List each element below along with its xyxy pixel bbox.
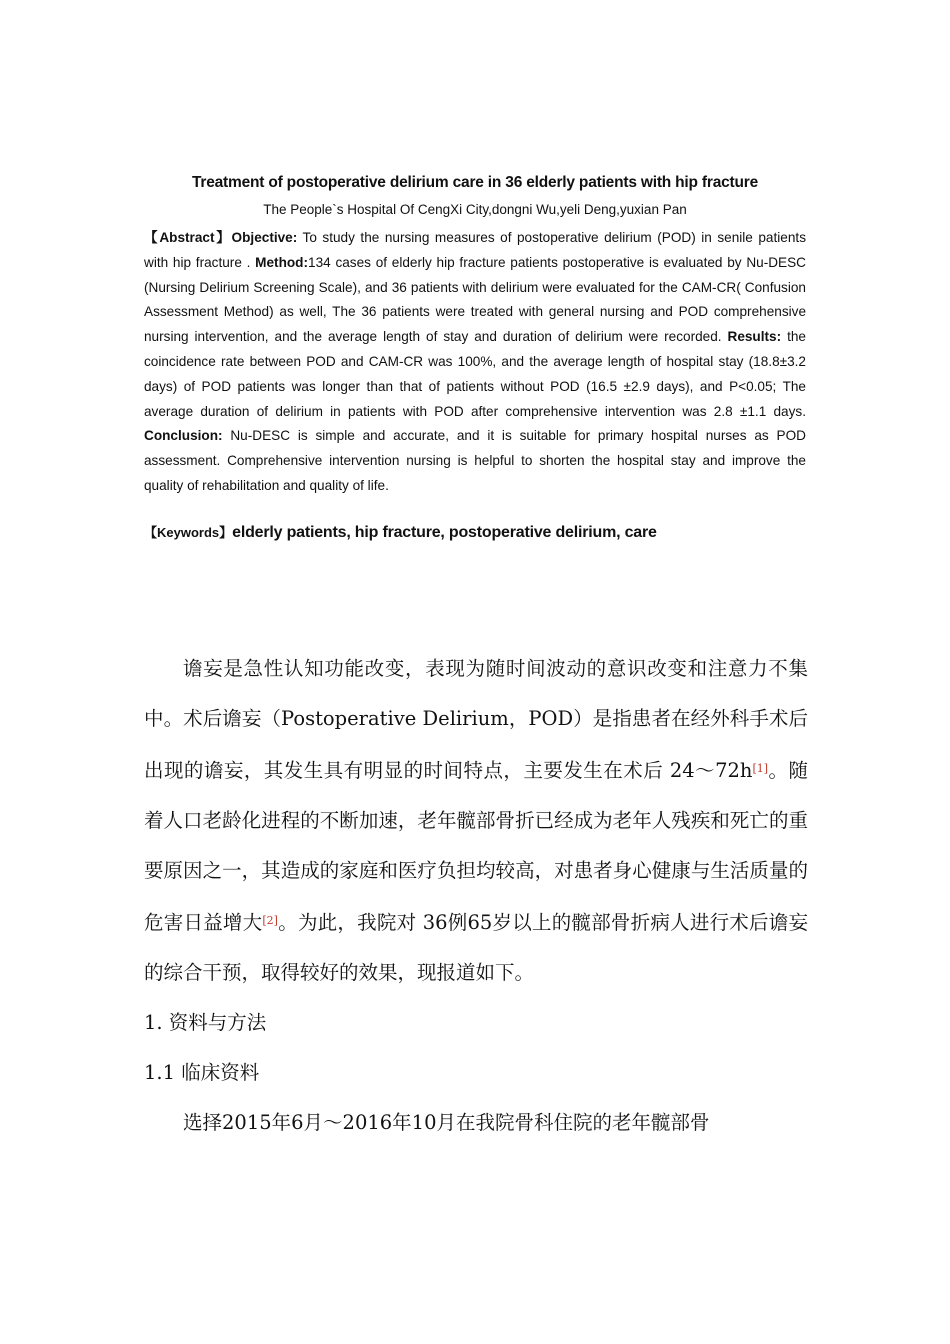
body-text — [144, 644, 808, 1148]
clinical-data-paragraph: 选择2015年6月～2016年10月在我院骨科住院的老年髋部骨 — [183, 1111, 710, 1134]
intro-text-part-2: 。随着人口老龄化进程的不断加速，老年髋部骨折已经成为老年人残疾和死亡的重要原因之一，其造成的家庭和医疗负担均较高，对患者身心健康与生活质量的危害日益增大 — [144, 759, 808, 934]
objective-text: To study the nursing measures of postoperative delirium (POD) in senile patients with hip fracture . — [144, 230, 806, 270]
intro-text-part-1: 谵妄是急性认知功能改变，表现为随时间波动的意识改变和注意力不集中。术后谵妄（Postoperative Delirium，POD）是指患者在经外科手术后出现的谵妄，其发生具有明显的时间特点，主要发生在术后 24～72h — [144, 657, 808, 782]
results-text: the coincidence rate between POD and CAM-CR was 100%, and the average length of hospital stay (18.8±3.2 days) of POD patients was longer than that of patients without POD (16.5 ±2.9 days), and P<0.05; The average duration of delirium in patients with POD after comprehensive intervention was 2.8 ±1.1 days. — [144, 329, 806, 419]
intro-text-part-3: 。为此，我院对 36例65岁以上的髋部骨折病人进行术后谵妄的综合干预，取得较好的效果，现报道如下。 — [144, 911, 808, 984]
method-text: 134 cases of elderly hip fracture patients postoperative is evaluated by Nu-DESC (Nursing Delirium Screening Scale), and 36 patients with delirium were evaluated for the CAM-CR( Confusion Assessment Method) as well, The 36 patients were treated with general nursing and POD comprehensive nursing intervention, and the average length of stay and duration of delirium were recorded. — [144, 254, 806, 345]
citation-2[interactable]: [2] — [262, 914, 278, 927]
conclusion-text: Nu-DESC is simple and accurate, and it is suitable for primary hospital nurses as POD assessment. Comprehensive intervention nursing is helpful to shorten the hospital stay and improve the quality of rehabilitation and quality of life. — [144, 428, 806, 493]
author-affiliation: The People`s Hospital Of CengXi City,dongni Wu,yeli Deng,yuxian Pan — [263, 202, 687, 217]
conclusion-label: Conclusion: — [144, 428, 223, 444]
citation-1[interactable]: [1] — [752, 762, 769, 775]
section-heading-1-1: 1.1 临床资料 — [144, 1061, 260, 1084]
abstract — [144, 226, 806, 499]
keywords-label: 【Keywords】 — [144, 525, 233, 540]
paper-title: Treatment of postoperative delirium care in 36 elderly patients with hip fracture — [191, 174, 759, 191]
abstract-label: 【Abstract】 — [144, 230, 232, 245]
objective-label: Objective: — [231, 230, 298, 245]
keywords — [144, 522, 844, 542]
results-label: Results: — [727, 329, 782, 345]
keywords-text: elderly patients, hip fracture, postoperative delirium, care — [232, 524, 657, 541]
intro-paragraph — [144, 644, 808, 998]
method-label: Method: — [255, 254, 309, 270]
section-heading-1: 1. 资料与方法 — [144, 1011, 267, 1034]
